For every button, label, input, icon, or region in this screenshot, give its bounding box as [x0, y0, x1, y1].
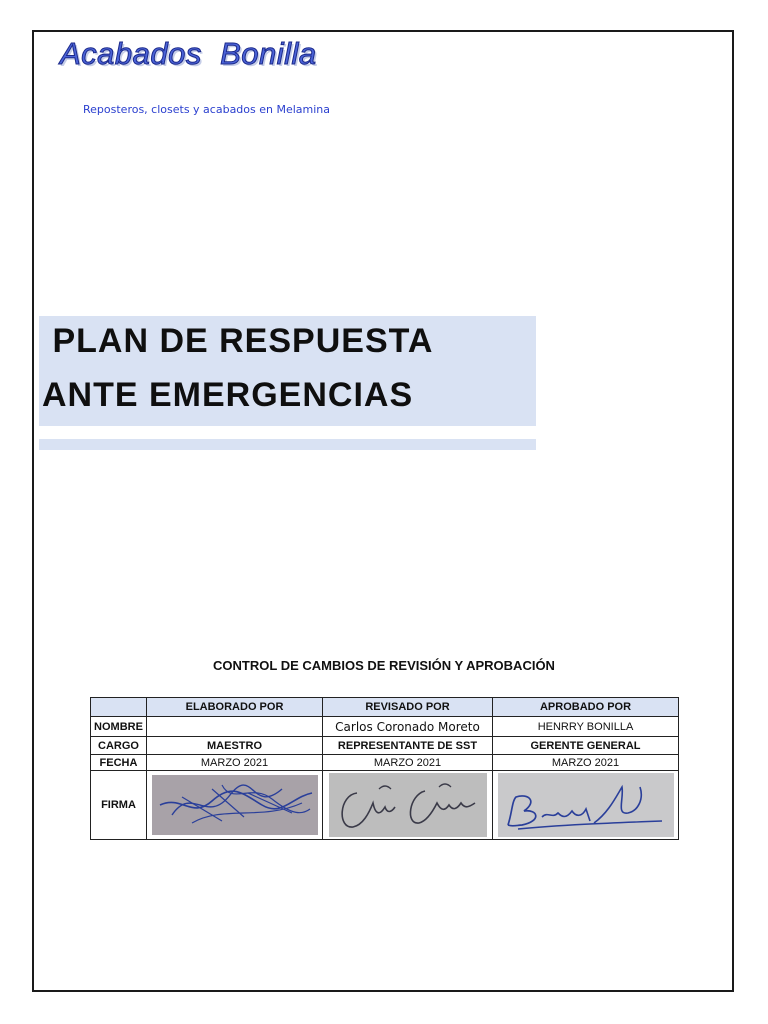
- nombre-elaborado: [147, 717, 323, 737]
- cargo-elaborado: MAESTRO: [147, 737, 323, 755]
- table-row-fecha: [91, 755, 679, 771]
- row-label-nombre: NOMBRE: [91, 717, 147, 737]
- fecha-revisado: MARZO 2021: [323, 755, 493, 771]
- firma-elaborado: [147, 771, 323, 840]
- company-logo: Acabados Bonilla: [60, 36, 317, 71]
- fecha-elaborado: MARZO 2021: [147, 755, 323, 771]
- table-row-nombre: [91, 717, 679, 737]
- fecha-aprobado: MARZO 2021: [493, 755, 679, 771]
- column-header-elaborado: ELABORADO POR: [147, 698, 323, 717]
- document-title-line-2: ANTE EMERGENCIAS: [42, 376, 414, 414]
- control-section-title: CONTROL DE CAMBIOS DE REVISIÓN Y APROBACIÓN: [213, 658, 555, 673]
- firma-aprobado: [493, 771, 679, 840]
- nombre-aprobado: HENRRY BONILLA: [493, 717, 679, 737]
- signature-image-revisado: [329, 773, 487, 837]
- table-row-firma: [91, 771, 679, 840]
- row-label-cargo: CARGO: [91, 737, 147, 755]
- table-header-row: [91, 698, 679, 717]
- cargo-aprobado: GERENTE GENERAL: [493, 737, 679, 755]
- title-underline-strip: [39, 439, 536, 450]
- row-label-firma: FIRMA: [91, 771, 147, 840]
- cargo-revisado: REPRESENTANTE DE SST: [323, 737, 493, 755]
- row-label-fecha: FECHA: [91, 755, 147, 771]
- column-header-revisado: REVISADO POR: [323, 698, 493, 717]
- signature-image-elaborado: [152, 775, 318, 835]
- nombre-revisado: Carlos Coronado Moreto: [323, 717, 493, 737]
- table-row-cargo: [91, 737, 679, 755]
- document-title-line-1: PLAN DE RESPUESTA: [42, 322, 434, 360]
- page-border: [32, 30, 734, 992]
- approval-table: [90, 697, 679, 840]
- header-corner-cell: [91, 698, 147, 717]
- company-tagline: Reposteros, closets y acabados en Melamina: [83, 103, 331, 116]
- signature-image-aprobado: [498, 773, 674, 837]
- column-header-aprobado: APROBADO POR: [493, 698, 679, 717]
- firma-revisado: [323, 771, 493, 840]
